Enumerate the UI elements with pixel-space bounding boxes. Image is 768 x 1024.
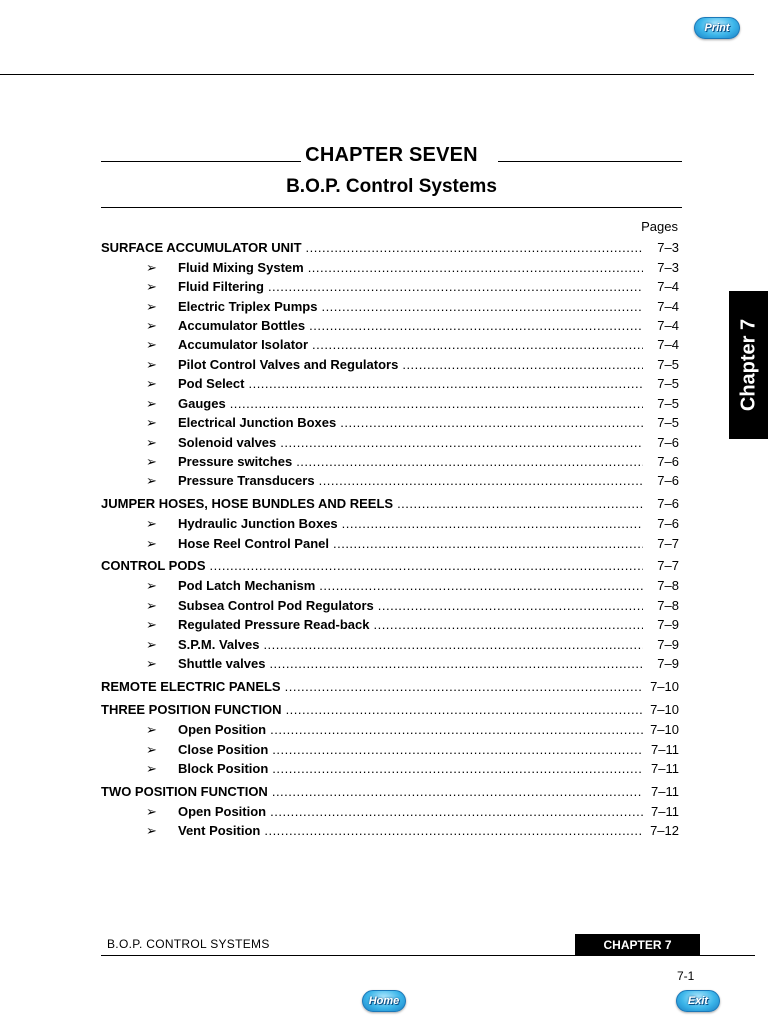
toc-subentry[interactable] xyxy=(146,637,679,656)
toc-entry-title: Pod Latch Mechanism xyxy=(178,578,316,593)
toc-subentry[interactable] xyxy=(146,318,679,337)
chapter-side-tab-label: Chapter 7 xyxy=(737,318,759,412)
dot-leader xyxy=(264,823,643,838)
arrow-bullet-icon: ➢ xyxy=(146,804,157,819)
toc-entry-title: Electric Triplex Pumps xyxy=(178,299,318,314)
toc-subentry[interactable] xyxy=(146,804,679,823)
toc-entry-page: 7–10 xyxy=(650,702,679,717)
arrow-bullet-icon: ➢ xyxy=(146,396,157,411)
toc-entry-title: Subsea Control Pod Regulators xyxy=(178,598,374,613)
toc-entry-title: Block Position xyxy=(178,761,269,776)
arrow-bullet-icon: ➢ xyxy=(146,761,157,776)
toc-entry-page: 7–12 xyxy=(650,823,679,838)
toc-subentry[interactable] xyxy=(146,299,679,318)
toc-subentry[interactable] xyxy=(146,742,679,761)
toc-entry-page: 7–11 xyxy=(651,784,679,799)
dot-leader xyxy=(270,804,643,819)
toc-entry-title: SURFACE ACCUMULATOR UNIT xyxy=(101,240,302,255)
toc-section-entry[interactable] xyxy=(101,558,679,577)
toc-subentry[interactable] xyxy=(146,396,679,415)
toc-entry-page: 7–3 xyxy=(657,260,679,275)
dot-leader xyxy=(272,784,643,799)
toc-entry-page: 7–6 xyxy=(657,496,679,511)
arrow-bullet-icon: ➢ xyxy=(146,598,157,613)
chapter-title: CHAPTER SEVEN xyxy=(305,144,478,166)
toc-subentry[interactable] xyxy=(146,656,679,675)
dot-leader xyxy=(397,496,643,511)
dot-leader xyxy=(319,473,643,488)
home-button[interactable]: Home xyxy=(362,990,406,1012)
arrow-bullet-icon: ➢ xyxy=(146,617,157,632)
dot-leader xyxy=(248,376,643,391)
toc-entry-title: Fluid Filtering xyxy=(178,279,264,294)
dot-leader xyxy=(306,240,643,255)
dot-leader xyxy=(263,637,643,652)
toc-entry-title: Hose Reel Control Panel xyxy=(178,536,329,551)
toc-entry-page: 7–9 xyxy=(657,656,679,671)
toc-entry-title: TWO POSITION FUNCTION xyxy=(101,784,268,799)
toc-entry-page: 7–8 xyxy=(657,578,679,593)
toc-subentry[interactable] xyxy=(146,473,679,492)
toc-entry-title: Accumulator Isolator xyxy=(178,337,309,352)
footer-section-title: B.O.P. CONTROL SYSTEMS xyxy=(107,937,270,951)
footer-chapter-badge: CHAPTER 7 xyxy=(575,934,700,956)
chapter-side-tab[interactable] xyxy=(729,291,768,439)
dot-leader xyxy=(312,337,643,352)
arrow-bullet-icon: ➢ xyxy=(146,299,157,314)
arrow-bullet-icon: ➢ xyxy=(146,357,157,372)
toc-entry-title: Pressure Transducers xyxy=(178,473,315,488)
toc-entry-title: S.P.M. Valves xyxy=(178,637,260,652)
arrow-bullet-icon: ➢ xyxy=(146,435,157,450)
arrow-bullet-icon: ➢ xyxy=(146,742,157,757)
toc-subentry[interactable] xyxy=(146,415,679,434)
toc-subentry[interactable] xyxy=(146,279,679,298)
dot-leader xyxy=(308,260,643,275)
toc-entry-title: REMOTE ELECTRIC PANELS xyxy=(101,679,281,694)
arrow-bullet-icon: ➢ xyxy=(146,656,157,671)
toc-section-entry[interactable] xyxy=(101,679,679,698)
toc-entry-page: 7–4 xyxy=(657,299,679,314)
dot-leader xyxy=(272,742,643,757)
toc-subentry[interactable] xyxy=(146,598,679,617)
dot-leader xyxy=(270,722,643,737)
toc-section-entry[interactable] xyxy=(101,496,679,515)
toc-entry-title: JUMPER HOSES, HOSE BUNDLES AND REELS xyxy=(101,496,394,511)
exit-button[interactable]: Exit xyxy=(676,990,720,1012)
arrow-bullet-icon: ➢ xyxy=(146,337,157,352)
toc-subentry[interactable] xyxy=(146,516,679,535)
toc-subentry[interactable] xyxy=(146,454,679,473)
pages-column-label: Pages xyxy=(641,219,678,234)
toc-entry-page: 7–5 xyxy=(657,415,679,430)
dot-leader xyxy=(402,357,643,372)
dot-leader xyxy=(333,536,643,551)
arrow-bullet-icon: ➢ xyxy=(146,578,157,593)
toc-entry-page: 7–9 xyxy=(657,637,679,652)
dot-leader xyxy=(342,516,643,531)
dot-leader xyxy=(210,558,644,573)
toc-entry-title: Gauges xyxy=(178,396,226,411)
toc-subentry[interactable] xyxy=(146,376,679,395)
chapter-title-row xyxy=(101,144,682,168)
toc-entry-page: 7–7 xyxy=(657,536,679,551)
arrow-bullet-icon: ➢ xyxy=(146,722,157,737)
toc-entry-page: 7–11 xyxy=(651,761,679,776)
chapter-subtitle: B.O.P. Control Systems xyxy=(286,176,497,197)
arrow-bullet-icon: ➢ xyxy=(146,823,157,838)
toc-entry-title: Accumulator Bottles xyxy=(178,318,306,333)
toc-entry-title: Pilot Control Valves and Regulators xyxy=(178,357,399,372)
print-button[interactable]: Print xyxy=(694,17,740,39)
toc-subentry[interactable] xyxy=(146,578,679,597)
toc-entry-title: Pod Select xyxy=(178,376,245,391)
toc-entry-page: 7–10 xyxy=(650,722,679,737)
toc-section-entry[interactable] xyxy=(101,784,679,803)
dot-leader xyxy=(272,761,643,776)
toc-entry-page: 7–5 xyxy=(657,357,679,372)
toc-entry-page: 7–11 xyxy=(651,804,679,819)
dot-leader xyxy=(280,435,643,450)
toc-subentry[interactable] xyxy=(146,260,679,279)
toc-subentry[interactable] xyxy=(146,823,679,842)
dot-leader xyxy=(286,702,643,717)
dot-leader xyxy=(373,617,643,632)
toc-entry-title: Open Position xyxy=(178,804,267,819)
arrow-bullet-icon: ➢ xyxy=(146,473,157,488)
toc-entry-title: Vent Position xyxy=(178,823,261,838)
title-rule-right xyxy=(498,161,682,162)
toc-entry-page: 7–8 xyxy=(657,598,679,613)
arrow-bullet-icon: ➢ xyxy=(146,637,157,652)
dot-leader xyxy=(230,396,643,411)
toc-entry-page: 7–7 xyxy=(657,558,679,573)
toc-entry-page: 7–5 xyxy=(657,376,679,391)
toc-entry-title: Solenoid valves xyxy=(178,435,277,450)
toc-section-entry[interactable] xyxy=(101,240,679,259)
toc-subentry[interactable] xyxy=(146,761,679,780)
toc-entry-page: 7–6 xyxy=(657,473,679,488)
toc-entry-title: Shuttle valves xyxy=(178,656,266,671)
arrow-bullet-icon: ➢ xyxy=(146,536,157,551)
toc-subentry[interactable] xyxy=(146,337,679,356)
toc-entry-page: 7–3 xyxy=(657,240,679,255)
toc-entry-page: 7–6 xyxy=(657,454,679,469)
header-divider xyxy=(0,74,754,75)
dot-leader xyxy=(378,598,643,613)
page-number: 7-1 xyxy=(677,969,695,983)
toc-entry-page: 7–4 xyxy=(657,279,679,294)
dot-leader xyxy=(285,679,643,694)
toc-entry-title: Hydraulic Junction Boxes xyxy=(178,516,338,531)
toc-entry-title: Electrical Junction Boxes xyxy=(178,415,337,430)
dot-leader xyxy=(321,299,643,314)
subtitle-divider xyxy=(101,207,682,208)
arrow-bullet-icon: ➢ xyxy=(146,516,157,531)
dot-leader xyxy=(296,454,643,469)
toc-entry-page: 7–10 xyxy=(650,679,679,694)
dot-leader xyxy=(309,318,643,333)
arrow-bullet-icon: ➢ xyxy=(146,260,157,275)
toc-subentry[interactable] xyxy=(146,536,679,555)
dot-leader xyxy=(319,578,643,593)
toc-entry-title: Pressure switches xyxy=(178,454,293,469)
arrow-bullet-icon: ➢ xyxy=(146,318,157,333)
toc-entry-title: CONTROL PODS xyxy=(101,558,206,573)
footer-divider xyxy=(101,955,755,956)
toc-subentry[interactable] xyxy=(146,617,679,636)
arrow-bullet-icon: ➢ xyxy=(146,279,157,294)
toc-entry-title: Fluid Mixing System xyxy=(178,260,304,275)
dot-leader xyxy=(268,279,643,294)
toc-entry-page: 7–6 xyxy=(657,516,679,531)
toc-entry-title: Close Position xyxy=(178,742,269,757)
arrow-bullet-icon: ➢ xyxy=(146,376,157,391)
toc-entry-page: 7–5 xyxy=(657,396,679,411)
toc-entry-page: 7–4 xyxy=(657,318,679,333)
arrow-bullet-icon: ➢ xyxy=(146,454,157,469)
toc-subentry[interactable] xyxy=(146,435,679,454)
dot-leader xyxy=(340,415,643,430)
toc-subentry[interactable] xyxy=(146,357,679,376)
toc-entry-page: 7–9 xyxy=(657,617,679,632)
toc-entry-page: 7–11 xyxy=(651,742,679,757)
dot-leader xyxy=(269,656,643,671)
toc-entry-page: 7–4 xyxy=(657,337,679,352)
toc-entry-title: THREE POSITION FUNCTION xyxy=(101,702,282,717)
toc-subentry[interactable] xyxy=(146,722,679,741)
toc-entry-title: Open Position xyxy=(178,722,267,737)
toc-entry-title: Regulated Pressure Read-back xyxy=(178,617,370,632)
toc-entry-page: 7–6 xyxy=(657,435,679,450)
toc-section-entry[interactable] xyxy=(101,702,679,721)
arrow-bullet-icon: ➢ xyxy=(146,415,157,430)
